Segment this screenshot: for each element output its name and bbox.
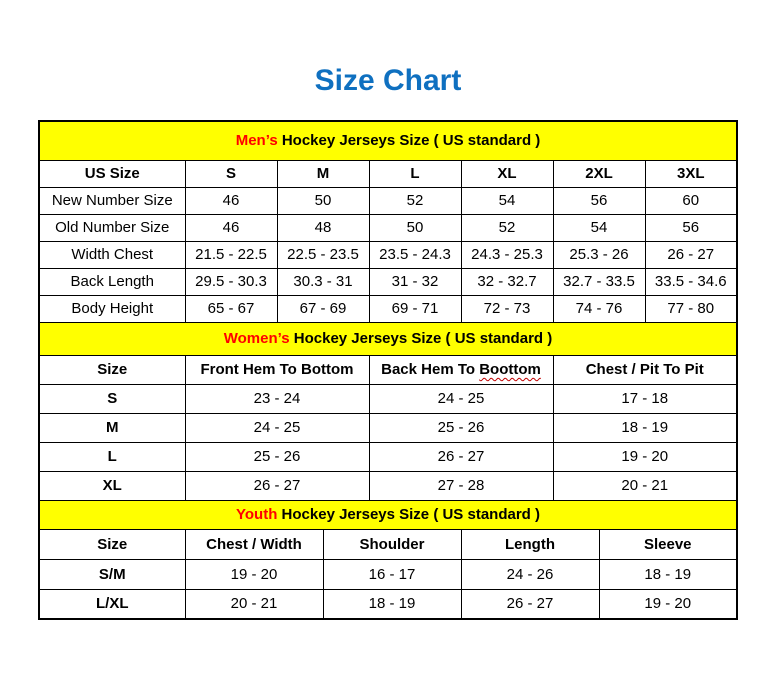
section-band-title [39, 322, 737, 355]
size-label: L/XL [39, 589, 185, 619]
size-value: 46 [185, 214, 277, 241]
size-value: 33.5 - 34.6 [645, 268, 737, 295]
size-value: 18 - 19 [323, 589, 461, 619]
header-row-youth [39, 529, 737, 559]
size-value: 31 - 32 [369, 268, 461, 295]
size-value: 23.5 - 24.3 [369, 241, 461, 268]
column-header: Size [39, 355, 185, 384]
column-header: M [277, 160, 369, 187]
column-header-text: Back Hem To [381, 361, 480, 378]
table-row-mens [39, 214, 737, 241]
size-value: 52 [461, 214, 553, 241]
page-title: Size Chart [314, 64, 462, 97]
size-label: M [39, 413, 185, 442]
size-value: 19 - 20 [185, 559, 323, 589]
section-band-rest: Hockey Jerseys Size ( US standard ) [277, 132, 541, 150]
size-value: 19 - 20 [599, 589, 737, 619]
section-band-title [39, 500, 737, 529]
size-value: 27 - 28 [369, 471, 553, 500]
section-band-womens [39, 322, 737, 355]
size-value: 56 [553, 187, 645, 214]
size-value: 17 - 18 [553, 384, 737, 413]
column-header: Shoulder [323, 529, 461, 559]
table-row-womens [39, 384, 737, 413]
size-value: 23 - 24 [185, 384, 369, 413]
column-header: Front Hem To Bottom [185, 355, 369, 384]
column-header: 2XL [553, 160, 645, 187]
column-header: Chest / Pit To Pit [553, 355, 737, 384]
table-row-womens [39, 442, 737, 471]
size-value: 54 [553, 214, 645, 241]
table-row-womens [39, 413, 737, 442]
size-label: S [39, 384, 185, 413]
column-header: US Size [39, 160, 185, 187]
size-value: 72 - 73 [461, 295, 553, 322]
section-band-youth [39, 500, 737, 529]
size-value: 60 [645, 187, 737, 214]
table-row-mens [39, 187, 737, 214]
size-value: 21.5 - 22.5 [185, 241, 277, 268]
size-value: 18 - 19 [553, 413, 737, 442]
size-value: 69 - 71 [369, 295, 461, 322]
size-value: 29.5 - 30.3 [185, 268, 277, 295]
size-value: 46 [185, 187, 277, 214]
size-label: Width Chest [39, 241, 185, 268]
size-value: 26 - 27 [369, 442, 553, 471]
size-label: Back Length [39, 268, 185, 295]
column-header: Chest / Width [185, 529, 323, 559]
header-row-mens [39, 160, 737, 187]
header-row-womens [39, 355, 737, 384]
column-header: Size [39, 529, 185, 559]
size-value: 24.3 - 25.3 [461, 241, 553, 268]
misspelled-word: Boottom [479, 361, 541, 378]
size-value: 30.3 - 31 [277, 268, 369, 295]
size-value: 24 - 25 [369, 384, 553, 413]
section-band-title [39, 121, 737, 160]
size-value: 54 [461, 187, 553, 214]
size-value: 26 - 27 [185, 471, 369, 500]
size-value: 20 - 21 [553, 471, 737, 500]
size-value: 16 - 17 [323, 559, 461, 589]
size-value: 26 - 27 [645, 241, 737, 268]
size-value: 32 - 32.7 [461, 268, 553, 295]
column-header: 3XL [645, 160, 737, 187]
size-value: 56 [645, 214, 737, 241]
size-value: 48 [277, 214, 369, 241]
section-band-highlight: Men’s [235, 132, 278, 150]
size-value: 26 - 27 [461, 589, 599, 619]
table-row-youth [39, 589, 737, 619]
column-header: Length [461, 529, 599, 559]
size-value: 77 - 80 [645, 295, 737, 322]
table-row-youth [39, 559, 737, 589]
column-header: L [369, 160, 461, 187]
size-label: New Number Size [39, 187, 185, 214]
size-value: 65 - 67 [185, 295, 277, 322]
size-value: 18 - 19 [599, 559, 737, 589]
size-label: XL [39, 471, 185, 500]
size-value: 22.5 - 23.5 [277, 241, 369, 268]
size-value: 50 [369, 214, 461, 241]
size-label: L [39, 442, 185, 471]
size-value: 32.7 - 33.5 [553, 268, 645, 295]
column-header [369, 355, 553, 384]
column-header: S [185, 160, 277, 187]
size-value: 52 [369, 187, 461, 214]
size-value: 25 - 26 [369, 413, 553, 442]
column-header: XL [461, 160, 553, 187]
size-label: Old Number Size [39, 214, 185, 241]
size-label: Body Height [39, 295, 185, 322]
size-value: 25.3 - 26 [553, 241, 645, 268]
table-row-womens [39, 471, 737, 500]
size-chart-table [38, 120, 738, 620]
size-value: 74 - 76 [553, 295, 645, 322]
size-value: 67 - 69 [277, 295, 369, 322]
section-band-mens [39, 121, 737, 160]
size-value: 24 - 26 [461, 559, 599, 589]
column-header: Sleeve [599, 529, 737, 559]
table-row-mens [39, 241, 737, 268]
size-value: 25 - 26 [185, 442, 369, 471]
section-band-highlight: Women’s [223, 330, 290, 347]
table-row-mens [39, 295, 737, 322]
size-label: S/M [39, 559, 185, 589]
table-row-mens [39, 268, 737, 295]
section-band-rest: Hockey Jerseys Size ( US standard ) [289, 330, 553, 347]
size-value: 24 - 25 [185, 413, 369, 442]
size-value: 19 - 20 [553, 442, 737, 471]
size-value: 20 - 21 [185, 589, 323, 619]
section-band-highlight: Youth [236, 506, 278, 523]
size-value: 50 [277, 187, 369, 214]
section-band-rest: Hockey Jerseys Size ( US standard ) [277, 506, 540, 523]
